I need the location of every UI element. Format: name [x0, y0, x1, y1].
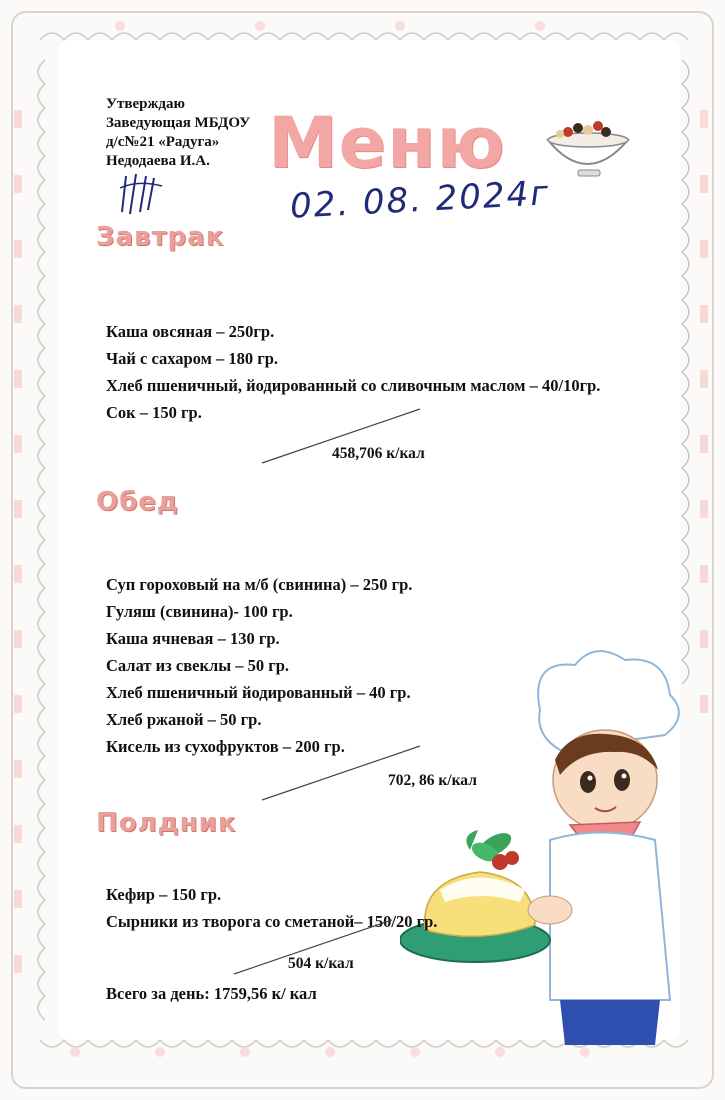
list-item: Салат из свеклы – 50 гр.: [106, 656, 290, 675]
list-item: Хлеб ржаной – 50 гр.: [106, 710, 262, 729]
list-item: Каша овсяная – 250гр.: [106, 322, 275, 341]
handwritten-date: 02. 08. 2024г: [289, 173, 552, 227]
section-heading-lunch: Обед: [96, 487, 179, 517]
snack-kcal: 504 к/кал: [288, 955, 354, 972]
chef-boy-illustration: [400, 640, 700, 1045]
daily-total: Всего за день: 1759,56 к/ кал: [106, 984, 317, 1003]
list-item: Кисель из сухофруктов – 200 гр.: [106, 737, 345, 756]
lunch-list: [106, 571, 412, 760]
list-item: Каша ячневая – 130 гр.: [106, 629, 280, 648]
approval-line: д/с№21 «Радуга»: [106, 134, 220, 150]
list-item: Сок – 150 гр.: [106, 403, 202, 422]
approval-block: [106, 95, 250, 171]
list-item: Кефир – 150 гр.: [106, 885, 222, 904]
list-item: Чай с сахаром – 180 гр.: [106, 349, 279, 368]
list-item: Хлеб пшеничный, йодированный со сливочным маслом – 40/10гр.: [106, 376, 601, 395]
signature-mark: [118, 170, 168, 220]
list-item: Сырники из творога со сметаной– 150/20 гр.: [106, 912, 438, 931]
approval-line: Недодаева И.А.: [106, 153, 210, 169]
breakfast-kcal: 458,706 к/кал: [332, 445, 425, 462]
list-item: Хлеб пшеничный йодированный – 40 гр.: [106, 683, 411, 702]
lunch-kcal: 702, 86 к/кал: [388, 772, 477, 789]
list-item: Гуляш (свинина)- 100 гр.: [106, 602, 293, 621]
section-heading-breakfast: Завтрак: [96, 222, 225, 252]
list-item: Суп гороховый на м/б (свинина) – 250 гр.: [106, 575, 413, 594]
approval-line: Утверждаю: [106, 96, 185, 112]
cereal-bowl-icon: [540, 110, 635, 185]
section-heading-snack: Полдник: [96, 808, 237, 838]
page-title: Меню: [268, 102, 506, 184]
approval-line: Заведующая МБДОУ: [106, 115, 251, 131]
